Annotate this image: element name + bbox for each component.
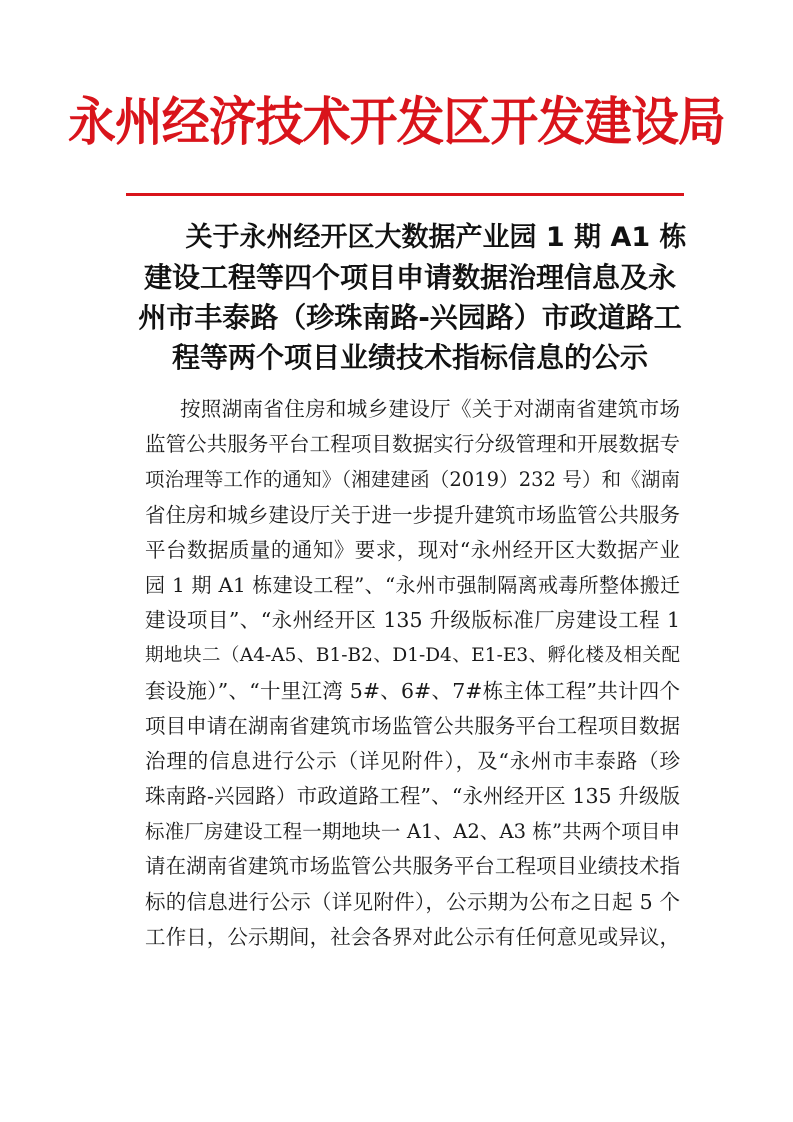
body-line-12: 珠南路-兴园路）市政道路工程”、“永州经开区 135 升级版 xyxy=(145,784,680,809)
body-line-6: 园 1 期 A1 栋建设工程”、“永州市强制隔离戒毒所整体搬迁 xyxy=(145,572,680,597)
title-line-3: 州市丰泰路（珍珠南路-兴园路）市政道路工 xyxy=(138,301,682,334)
body-line-10: 项目申请在湖南省建筑市场监管公共服务平台工程项目数据 xyxy=(145,713,680,738)
body-line-9: 套设施）”、“十里江湾 5#、6#、7#栋主体工程”共计四个 xyxy=(145,678,680,703)
title-line-2: 建设工程等四个项目申请数据治理信息及永 xyxy=(143,261,676,294)
body-line-5: 平台数据质量的通知》要求，现对“永州经开区大数据产业 xyxy=(145,537,680,562)
body-line-3: 项治理等工作的通知》（湘建建函（2019）232 号）和《湖南 xyxy=(145,468,680,492)
red-divider-rule xyxy=(126,193,684,196)
title-line-1: 关于永州经开区大数据产业园 1 期 A1 栋 xyxy=(185,222,687,253)
title-line-4: 程等两个项目业绩技术指标信息的公示 xyxy=(171,341,648,374)
body-line-1: 按照湖南省住房和城乡建设厅《关于对湖南省建筑市场 xyxy=(180,397,680,421)
body-line-11: 治理的信息进行公示（详见附件），及“永州市丰泰路（珍 xyxy=(145,748,680,773)
body-line-7: 建设项目”、“永州经开区 135 升级版标准厂房建设工程 1 xyxy=(145,608,680,633)
body-line-15: 标的信息进行公示（详见附件），公示期为公布之日起 5 个 xyxy=(145,889,680,914)
body-line-2: 监管公共服务平台工程项目数据实行分级管理和开展数据专 xyxy=(145,432,680,457)
issuer-masthead: 永州经济技术开发区开发建设局 xyxy=(68,93,725,153)
notice-body-paragraph xyxy=(145,392,680,955)
notice-title xyxy=(130,218,690,378)
body-line-14: 请在湖南省建筑市场监管公共服务平台工程项目业绩技术指 xyxy=(145,854,680,879)
body-line-4: 省住房和城乡建设厅关于进一步提升建筑市场监管公共服务 xyxy=(145,502,680,527)
body-line-16: 工作日，公示期间，社会各界对此公示有任何意见或异议， xyxy=(145,924,680,949)
body-line-13: 标准厂房建设工程一期地块一 A1、A2、A3 栋”共两个项目申 xyxy=(145,820,680,844)
body-line-8: 期地块二（A4-A5、B1-B2、D1-D4、E1-E3、孵化楼及相关配 xyxy=(145,645,680,667)
